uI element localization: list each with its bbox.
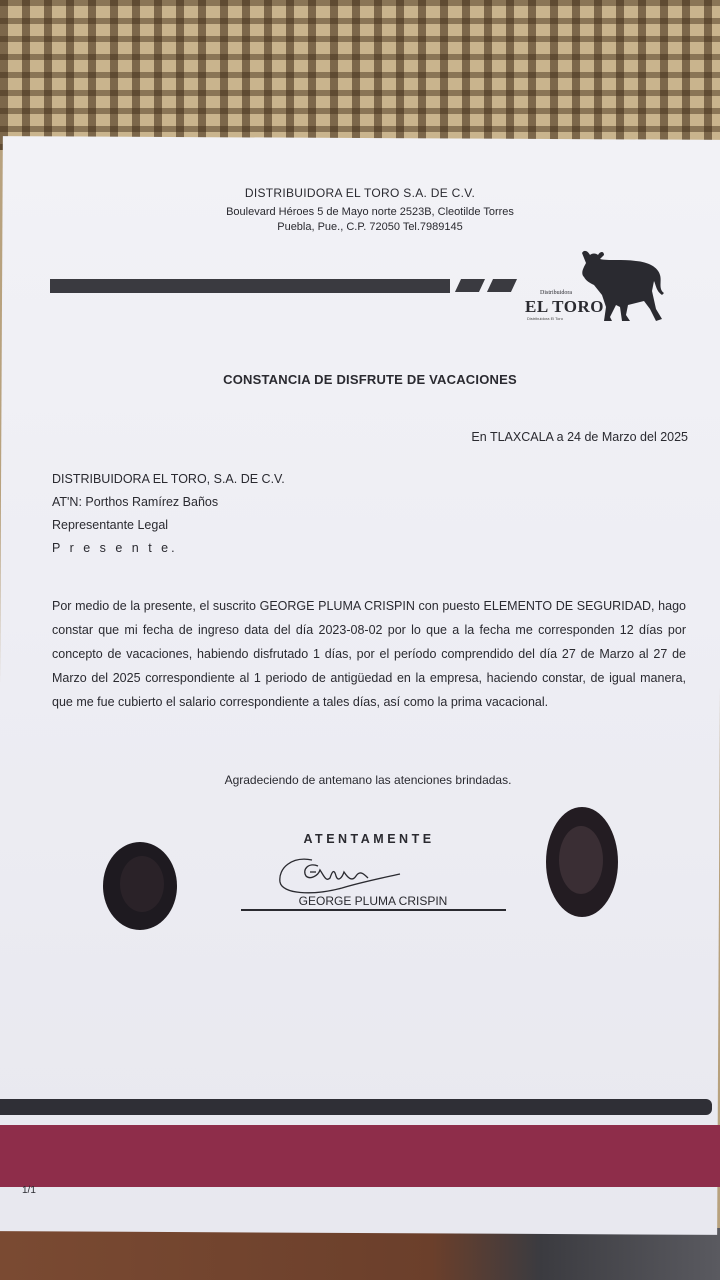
page-number: 1/1 (22, 1185, 36, 1196)
addressee-role: Representante Legal (52, 518, 169, 532)
company-address-line1: Boulevard Héroes 5 de Mayo norte 2523B, Cleotilde Torres (226, 206, 514, 218)
date-line: En TLAXCALA a 24 de Marzo del 2025 (471, 430, 688, 444)
thanks-line: Agradeciendo de antemano las atenciones brindadas. (224, 773, 512, 787)
footer-red-band (0, 1125, 720, 1187)
addressee-presente: P r e s e n t e. (52, 541, 178, 555)
right-fingerprint-icon (543, 804, 621, 920)
logo-name: EL TORO (525, 297, 604, 316)
signer-name: GEORGE PLUMA CRISPIN (298, 894, 448, 908)
left-fingerprint-icon (100, 840, 180, 932)
header-divider-bar (50, 279, 450, 293)
document-title: CONSTANCIA DE DISFRUTE DE VACACIONES (223, 372, 517, 387)
footer-dark-bar (0, 1099, 712, 1115)
floor-background (0, 1228, 720, 1280)
company-name: DISTRIBUIDORA EL TORO S.A. DE C.V. (244, 186, 476, 200)
logo-tagline: Distribuidora El Toro (527, 316, 563, 321)
signature-line (241, 909, 506, 911)
body-paragraph: Por medio de la presente, el suscrito GEORGE PLUMA CRISPIN con puesto ELEMENTO DE SEGURIDAD, hago constar que mi fecha de ingreso data del día 2023-08-02 por lo que a la fecha me corresponden 12 días por concepto de vacaciones, habiendo disfrutado 1 días, por el período comprendido del día 27 de Marzo al 27 de Marzo del 2025 correspondiente al 1 periodo de antigüedad en la empresa, haciendo constar, de igual manera, que me fue cubierto el salario correspondiente a tales días, así como la prima vacacional. (52, 599, 686, 709)
company-address-line2: Puebla, Pue., C.P. 72050 Tel.7989145 (277, 221, 463, 233)
addressee-company: DISTRIBUIDORA EL TORO, S.A. DE C.V. (52, 472, 285, 486)
addressee-attention: AT'N: Porthos Ramírez Baños (52, 495, 219, 509)
logo-small-text: Distribuidora (540, 290, 572, 296)
tablecloth-background (0, 0, 720, 150)
closing-atentamente: ATENTAMENTE (303, 832, 435, 846)
